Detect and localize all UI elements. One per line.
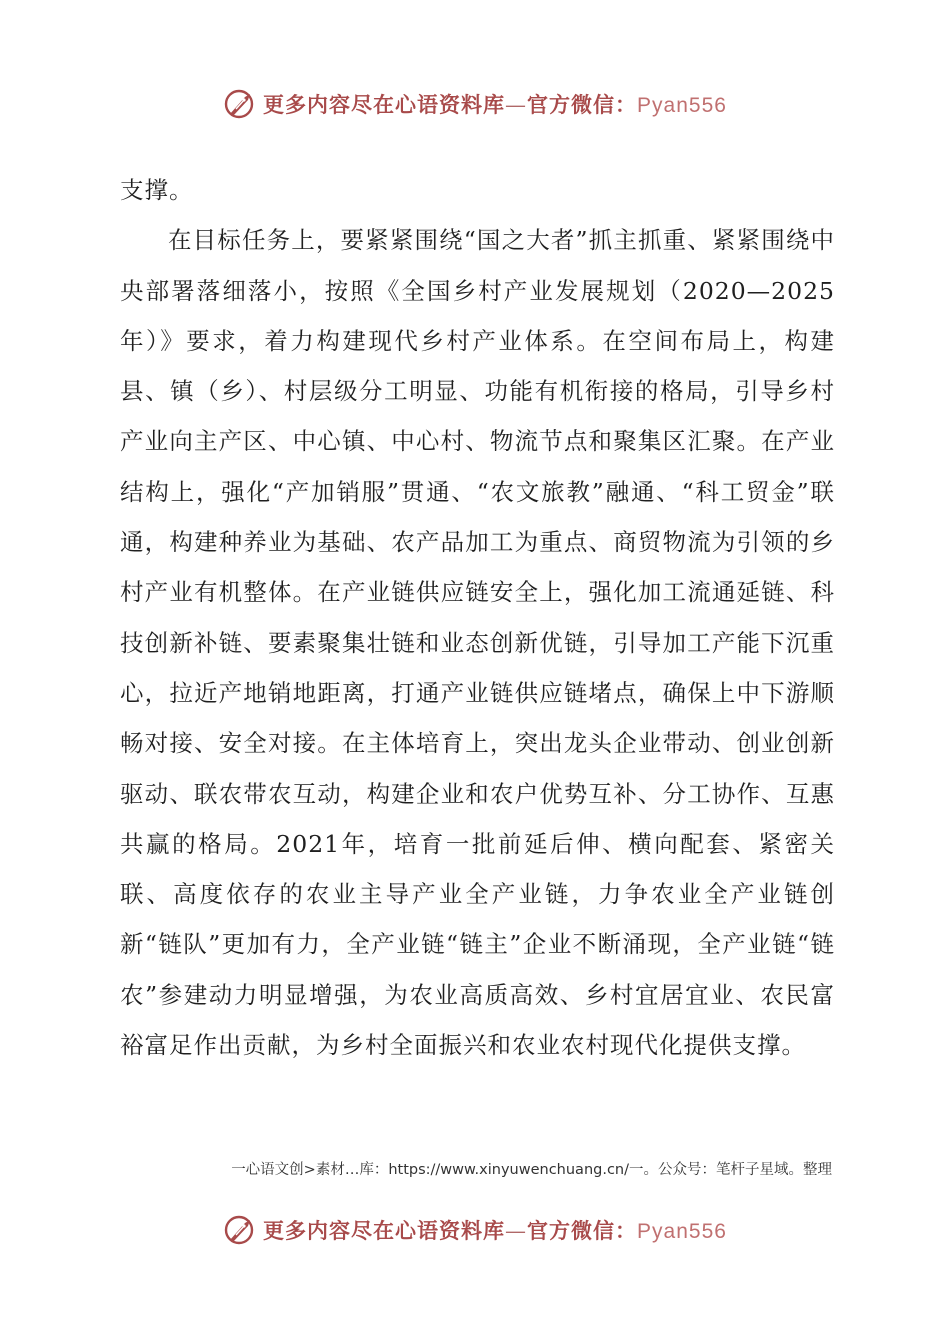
footer-banner[interactable] <box>0 1210 950 1250</box>
paragraph-continuation: 支撑。 <box>120 176 194 204</box>
footer-site-text: 更多内容尽在心语资料库 <box>263 1218 506 1243</box>
header-contact-label: 官方微信： <box>527 92 638 117</box>
header-banner[interactable] <box>0 84 950 124</box>
pen-nib-logo-icon <box>223 87 257 121</box>
source-footnote: 一心语文创>素材…库：https://www.xinyuwenchuang.cn/一。公众号：笔杆子星域。整理 <box>231 1162 832 1178</box>
pen-nib-logo-icon <box>223 1213 257 1247</box>
footer-contact-label: 官方微信： <box>527 1218 638 1243</box>
paragraph-main: 在目标任务上，要紧紧围绕“国之大者”抓主抓重、紧紧围绕中央部署落细落小，按照《全国乡村产业发展规划（2020—2025年）》要求，着力构建现代乡村产业体系。在空间布局上，构建县、镇（乡）、村层级分工明显、功能有机衔接的格局，引导乡村产业向主产区、中心镇、中心村、物流节点和聚集区汇聚。在产业结构上，强化“产加销服”贯通、“农文旅教”融通、“科工贸金”联通，构建种养业为基础、农产品加工为重点、商贸物流为引领的乡村产业有机整体。在产业链供应链安全上，强化加工流通延链、科技创新补链、要素聚集壮链和业态创新优链，引导加工产能下沉重心，拉近产地销地距离，打通产业链供应链堵点，确保上中下游顺畅对接、安全对接。在主体培育上，突出龙头企业带动、创业创新驱动、联农带农互动，构建企业和农户优势互补、分工协作、互惠共赢的格局。2021年，培育一批前延后伸、横向配套、紧密关联、高度依存的农业主导产业全产业链，力争农业全产业链创新“链队”更加有力，全产业链“链主”企业不断涌现，全产业链“链农”参建动力明显增强，为农业高质高效、乡村宜居宜业、农民富裕富足作出贡献，为乡村全面振兴和农业农村现代化提供支撑。 <box>120 226 835 1060</box>
document-body <box>120 165 835 1070</box>
header-separator: — <box>505 93 528 117</box>
header-banner-inner <box>223 87 727 121</box>
footer-banner-inner <box>223 1213 727 1247</box>
footer-banner-text <box>263 1215 727 1245</box>
footer-separator: — <box>505 1219 528 1243</box>
header-site-text: 更多内容尽在心语资料库 <box>263 92 506 117</box>
footer-contact-id: Pyan556 <box>637 1220 727 1243</box>
header-banner-text <box>263 89 727 119</box>
header-contact-id: Pyan556 <box>637 94 727 117</box>
